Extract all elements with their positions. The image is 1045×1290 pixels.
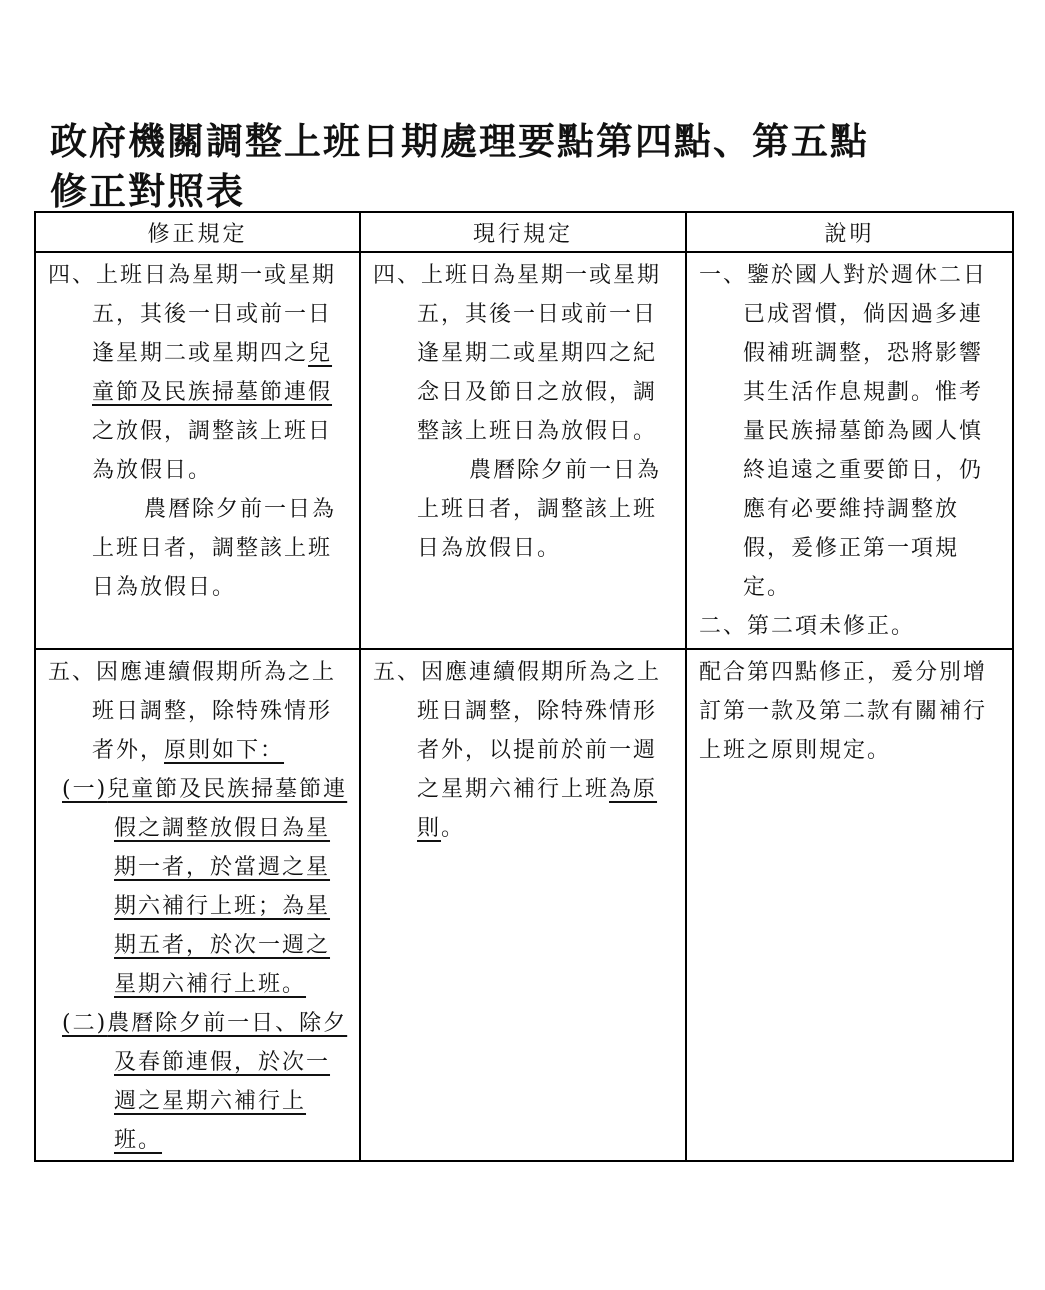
sub1-label: (一) <box>62 777 108 802</box>
current-point-5-underlined: 為原則 <box>417 777 658 841</box>
current-point-5-text <box>373 653 675 848</box>
sub2-label: (二) <box>62 1011 108 1036</box>
amended-point-4-underlined: 兒童節及民族掃墓節連假 <box>92 341 333 405</box>
sub1-text: 兒童節及民族掃墓節連假之調整放假日為星期一者，於當週之星期六補行上班；為星期五者，於次一週之星期六補行上班。 <box>107 777 348 997</box>
cell-explanation-point-5 <box>686 649 1013 1161</box>
cell-explanation-point-4 <box>686 252 1013 649</box>
amended-point-4-tail: 之放假，調整該上班日為放假日。 <box>92 419 333 483</box>
title-line-1: 政府機關調整上班日期處理要點第四點、第五點 <box>50 119 869 163</box>
current-point-5-body: 五、因應連續假期所為之上班日調整，除特殊情形者外，以提前於前一週之星期六補行上班 <box>373 660 662 802</box>
table-row-point-4 <box>35 252 1013 649</box>
header-amended: 修正規定 <box>35 212 360 252</box>
amended-point-5-lead-text: 五、因應連續假期所為之上班日調整，除特殊情形者外， <box>48 660 337 763</box>
header-explanation: 說明 <box>686 212 1013 252</box>
amended-point-5-lead-underlined: 原則如下： <box>164 738 285 763</box>
amended-point-5-lead <box>48 653 349 770</box>
comparison-table <box>34 211 1014 1162</box>
sub2-text: 農曆除夕前一日、除夕及春節連假，於次一週之星期六補行上班。 <box>107 1011 348 1153</box>
current-point-4-para1: 四、上班日為星期一或星期五，其後一日或前一日逢星期二或星期四之紀念日及節日之放假，調整該上班日為放假日。 <box>373 263 662 444</box>
explanation-point-4-item1: 一、鑒於國人對於週休二日已成習慣，倘因過多連假補班調整，恐將影響其生活作息規劃。惟考量民族掃墓節為國人慎終追遠之重要節日，仍應有必要維持調整放假，爰修正第一項規定。 <box>699 263 988 600</box>
amended-point-5-sub1 <box>62 770 349 1004</box>
amended-point-4-para2: 農曆除夕前一日為上班日者，調整該上班日為放假日。 <box>92 497 337 600</box>
amended-point-4-lead: 四、上班日為星期一或星期五，其後一日或前一日逢星期二或星期四之 <box>48 263 337 366</box>
current-point-5-tail: 。 <box>441 816 466 841</box>
explanation-point-4-item2: 二、第二項未修正。 <box>699 614 916 639</box>
table-header-row <box>35 212 1013 252</box>
header-current: 現行規定 <box>360 212 686 252</box>
table-row-point-5 <box>35 649 1013 1161</box>
explanation-point-5-text: 配合第四點修正，爰分別增訂第一款及第二款有關補行上班之原則規定。 <box>699 660 988 763</box>
cell-amended-point-5 <box>35 649 360 1161</box>
title-line-2: 修正對照表 <box>50 169 245 213</box>
cell-current-point-5 <box>360 649 686 1161</box>
cell-amended-point-4 <box>35 252 360 649</box>
current-point-4-para2: 農曆除夕前一日為上班日者，調整該上班日為放假日。 <box>417 458 662 561</box>
document-title <box>50 116 1010 216</box>
amended-point-4-para1 <box>48 256 349 490</box>
cell-current-point-4 <box>360 252 686 649</box>
amended-point-5-sub2 <box>62 1004 349 1160</box>
